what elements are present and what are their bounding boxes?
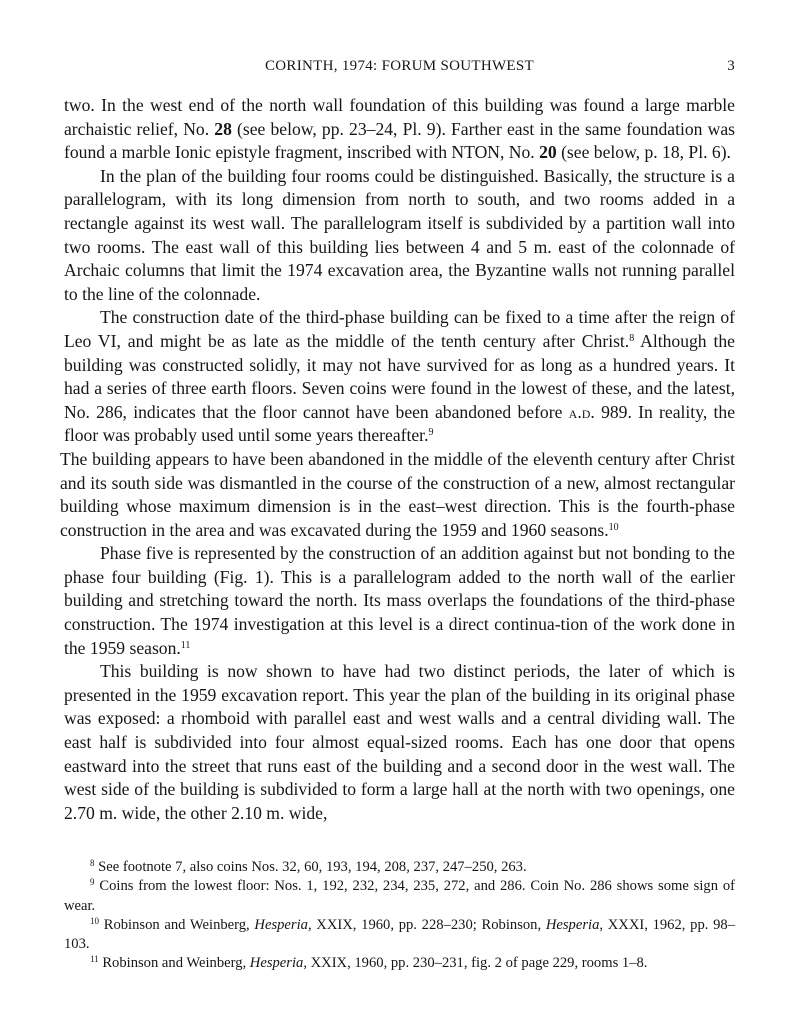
footnote-ref-10[interactable]: 10 bbox=[608, 521, 619, 533]
running-head bbox=[64, 58, 735, 80]
paragraph-1: two. In the west end of the north wall foundation of this building was found a large marble archaistic relief, No. 28 (see below, pp. 23–24, Pl. 9). Farther east in the same foundation was found a marble Ionic epistyle fragment, inscribed with NTON, No. 20 (see below, p. 18, Pl. 6). bbox=[64, 95, 735, 163]
page-number: 3 bbox=[727, 58, 735, 74]
catalogue-number-20: 20 bbox=[539, 142, 557, 163]
body-text bbox=[60, 94, 736, 825]
footnotes bbox=[64, 858, 735, 974]
footnote-10: $^{10}$ Robinson and Weinberg, Hesperia, XXIX, 1960, pp. 228–230; Robinson, Hesperia, XXXI, 1962, pp. 98–103. bbox=[64, 915, 736, 953]
footnote-8: $^8$ See footnote 7, also coins Nos. 32, 60, 193, 194, 208, 237, 247–250, 263. bbox=[90, 858, 527, 875]
page bbox=[60, 58, 736, 825]
catalogue-number-28: 28 bbox=[214, 118, 232, 139]
paragraph-5: Phase five is represented by the construction of an addition against but not bonding to the phase four building (Fig. 1). This is a parallelogram added to the north wall of the earlier building and stretching toward the north. Its mass overlaps the foundations of the third-phase construction. The 1974 investigation at this level is a direct continua-tion of the work done in the 1959 season.$^{11}$ bbox=[64, 543, 735, 658]
paragraph-3: The construction date of the third-phase building can be fixed to a time after the reign of Leo VI, and might be as late as the middle of the tenth century after Christ.$^8$ Although the building was constructed solidly, it may not have survived for as long as a hundred years. It had a series of three earth floors. Seven coins were found in the lowest of these, and the latest, No. 286, indicates that the floor cannot have been abandoned before a.d. 989. In reality, the floor was probably used until some years thereafter.$^9$ bbox=[64, 307, 736, 446]
footnote-ref-11[interactable]: 11 bbox=[180, 639, 191, 651]
footnote-9: $^9$ Coins from the lowest floor: Nos. 1, 192, 232, 234, 235, 272, and 286. Coin No. 286 shows some sign of wear. bbox=[64, 877, 735, 914]
footnote-11: $^{11}$ Robinson and Weinberg, Hesperia, XXIX, 1960, pp. 230–231, fig. 2 of page 229, rooms 1–8. bbox=[90, 954, 648, 972]
paragraph-6: This building is now shown to have had two distinct periods, the later of which is presented in the 1959 excavation report. This year the plan of the building in its original phase was exposed: a rhomboid with parallel east and west walls and a central dividing wall. The east half is subdivided into four almost equal-sized rooms. Each has one door that opens eastward into the street that runs east of the building and a second door in the west wall. The west side of the building is subdivided to form a large hall at the north with two openings, one 2.70 m. wide, the other 2.10 m. wide, bbox=[64, 661, 735, 823]
running-title: CORINTH, 1974: FORUM SOUTHWEST bbox=[264, 58, 534, 74]
paragraph-4: The building appears to have been abandoned in the middle of the eleventh century after Christ and its south side was dismantled in the course of the construction of a new, almost rectangular building whose maximum dimension is in the east–west direction. This is the fourth-phase construction in the area and was excavated during the 1959 and 1960 seasons.$^{10}$ bbox=[60, 448, 735, 540]
footnote-ref-8[interactable]: 8 bbox=[629, 332, 635, 344]
paragraph-2: In the plan of the building four rooms could be distinguished. Basically, the structure is a parallelogram, with its long dimension from north to south, and two rooms added in a rectangle against its west wall. The parallelogram itself is subdivided by a partition wall into two rooms. The east wall of this building lies between 4 and 5 m. east of the colonnade of Archaic columns that limit the 1974 excavation area, the Byzantine walls not running parallel to the line of the colonnade. bbox=[64, 165, 735, 304]
footnote-ref-9[interactable]: 9 bbox=[428, 427, 434, 439]
